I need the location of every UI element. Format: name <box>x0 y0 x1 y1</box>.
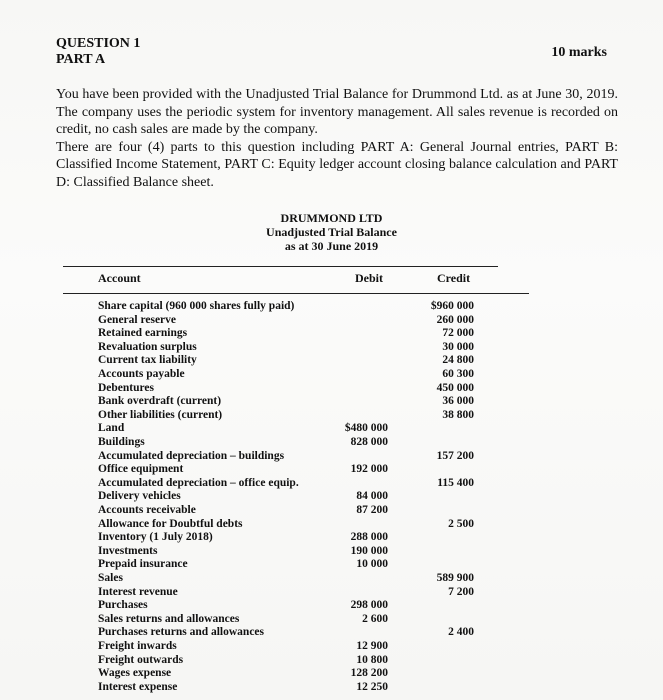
table-row <box>98 681 488 695</box>
account-name: Investments <box>98 544 158 557</box>
account-name: Freight outwards <box>98 653 184 666</box>
account-name: Debentures <box>98 381 155 394</box>
trial-balance-date: as at 30 June 2019 <box>284 239 379 253</box>
account-name: Sales <box>98 572 123 584</box>
account-name: Share capital (960 000 shares fully paid) <box>98 300 295 312</box>
table-row <box>98 422 488 436</box>
intro-paragraph-1: You have been provided with the Unadjusted Trial Balance for Drummond Ltd. as at June 30, 2019. The company uses the periodic system for inventory management. All sales revenue is recorded on credit, no cash sales are made by the company. <box>56 87 618 137</box>
table-row <box>98 572 488 586</box>
trial-balance-title: Unadjusted Trial Balance <box>266 225 397 239</box>
credit-amount: 115 400 <box>437 476 474 489</box>
table-row <box>98 654 488 668</box>
account-name: Purchases <box>98 599 148 612</box>
credit-amount: 7 200 <box>448 585 474 598</box>
trial-balance-company: DRUMMOND LTD <box>280 211 383 225</box>
account-name: Buildings <box>98 436 145 448</box>
credit-amount: 60 300 <box>442 368 474 380</box>
account-name: Allowance for Doubtful debts <box>98 517 243 530</box>
debit-amount: 12 900 <box>356 640 388 652</box>
account-name: Interest revenue <box>98 585 178 598</box>
debit-amount: 10 800 <box>356 653 388 666</box>
table-row <box>98 626 488 640</box>
question-part: PART A <box>56 52 106 67</box>
account-name: Delivery vehicles <box>98 490 181 503</box>
debit-amount: 828 000 <box>350 436 388 448</box>
account-name: Interest expense <box>98 680 178 693</box>
credit-amount: 260 000 <box>436 313 474 326</box>
credit-amount: 450 000 <box>436 381 474 394</box>
table-row <box>98 558 488 572</box>
question-marks: 10 marks <box>551 45 607 60</box>
account-name: Bank overdraft (current) <box>98 395 222 408</box>
credit-amount: 38 800 <box>442 408 474 421</box>
table-row <box>98 436 488 450</box>
account-name: Accounts payable <box>98 368 185 380</box>
table-row <box>98 477 488 491</box>
account-name: Office equipment <box>98 463 184 476</box>
credit-amount: 24 800 <box>442 354 474 367</box>
table-row <box>98 613 488 627</box>
debit-amount: 12 250 <box>356 680 388 693</box>
debit-amount: $480 000 <box>344 422 388 435</box>
table-row <box>98 667 488 681</box>
table-row <box>98 599 488 613</box>
table-row <box>98 395 488 409</box>
account-name: Other liabilities (current) <box>98 408 223 421</box>
table-row <box>98 463 488 477</box>
table-header-rule <box>63 293 529 294</box>
table-row <box>98 586 488 600</box>
account-name: Accumulated depreciation – buildings <box>98 449 285 462</box>
intro-paragraph-2: There are four (4) parts to this question including PART A: General Journal entries, PART B: Classified Income Statement, PART C: Equity ledger account closing balance calculation and PART D: Classified Balance sheet. <box>56 139 618 190</box>
account-name: Current tax liability <box>98 354 197 367</box>
account-name: Land <box>98 422 125 435</box>
table-row <box>98 640 488 654</box>
intro-text <box>56 86 618 191</box>
column-header-account: Account <box>98 271 141 285</box>
account-name: Purchases returns and allowances <box>98 626 265 639</box>
account-name: Accounts receivable <box>98 504 196 516</box>
credit-amount: 589 900 <box>436 572 474 584</box>
table-row <box>98 368 488 382</box>
table-row <box>98 354 488 368</box>
credit-amount: 157 200 <box>436 449 474 462</box>
account-name: Inventory (1 July 2018) <box>98 531 213 544</box>
table-row <box>98 450 488 464</box>
credit-amount: 2 500 <box>448 517 474 530</box>
account-name: Revaluation surplus <box>98 340 197 353</box>
account-name: General reserve <box>98 313 177 326</box>
credit-amount: $960 000 <box>430 300 474 312</box>
debit-amount: 87 200 <box>356 504 388 516</box>
debit-amount: 298 000 <box>350 599 388 612</box>
table-row <box>98 490 488 504</box>
table-row <box>98 382 488 396</box>
table-row <box>98 504 488 518</box>
credit-amount: 2 400 <box>448 626 474 639</box>
account-name: Prepaid insurance <box>98 558 188 571</box>
debit-amount: 288 000 <box>350 531 388 544</box>
table-row <box>98 409 488 423</box>
debit-amount: 10 000 <box>356 558 388 571</box>
credit-amount: 72 000 <box>442 327 474 340</box>
table-row <box>98 300 488 314</box>
account-name: Freight inwards <box>98 640 177 652</box>
debit-amount: 2 600 <box>362 612 388 625</box>
debit-amount: 84 000 <box>356 490 388 503</box>
credit-amount: 36 000 <box>442 395 474 408</box>
account-name: Accumulated depreciation – office equip. <box>98 476 299 489</box>
table-row <box>98 545 488 559</box>
question-title: QUESTION 1 <box>56 36 141 51</box>
column-header-debit: Debit <box>355 271 383 285</box>
debit-amount: 192 000 <box>350 463 388 476</box>
credit-amount: 30 000 <box>442 340 474 353</box>
account-name: Retained earnings <box>98 327 188 340</box>
table-row <box>98 518 488 532</box>
table-row <box>98 341 488 355</box>
table-top-rule <box>63 266 498 267</box>
question-heading <box>56 36 140 68</box>
account-name: Sales returns and allowances <box>98 612 240 625</box>
table-row <box>98 531 488 545</box>
table-row <box>98 327 488 341</box>
account-name: Wages expense <box>98 667 172 680</box>
debit-amount: 190 000 <box>350 544 388 557</box>
column-header-credit: Credit <box>437 271 471 285</box>
table-row <box>98 314 488 328</box>
debit-amount: 128 200 <box>350 667 388 680</box>
